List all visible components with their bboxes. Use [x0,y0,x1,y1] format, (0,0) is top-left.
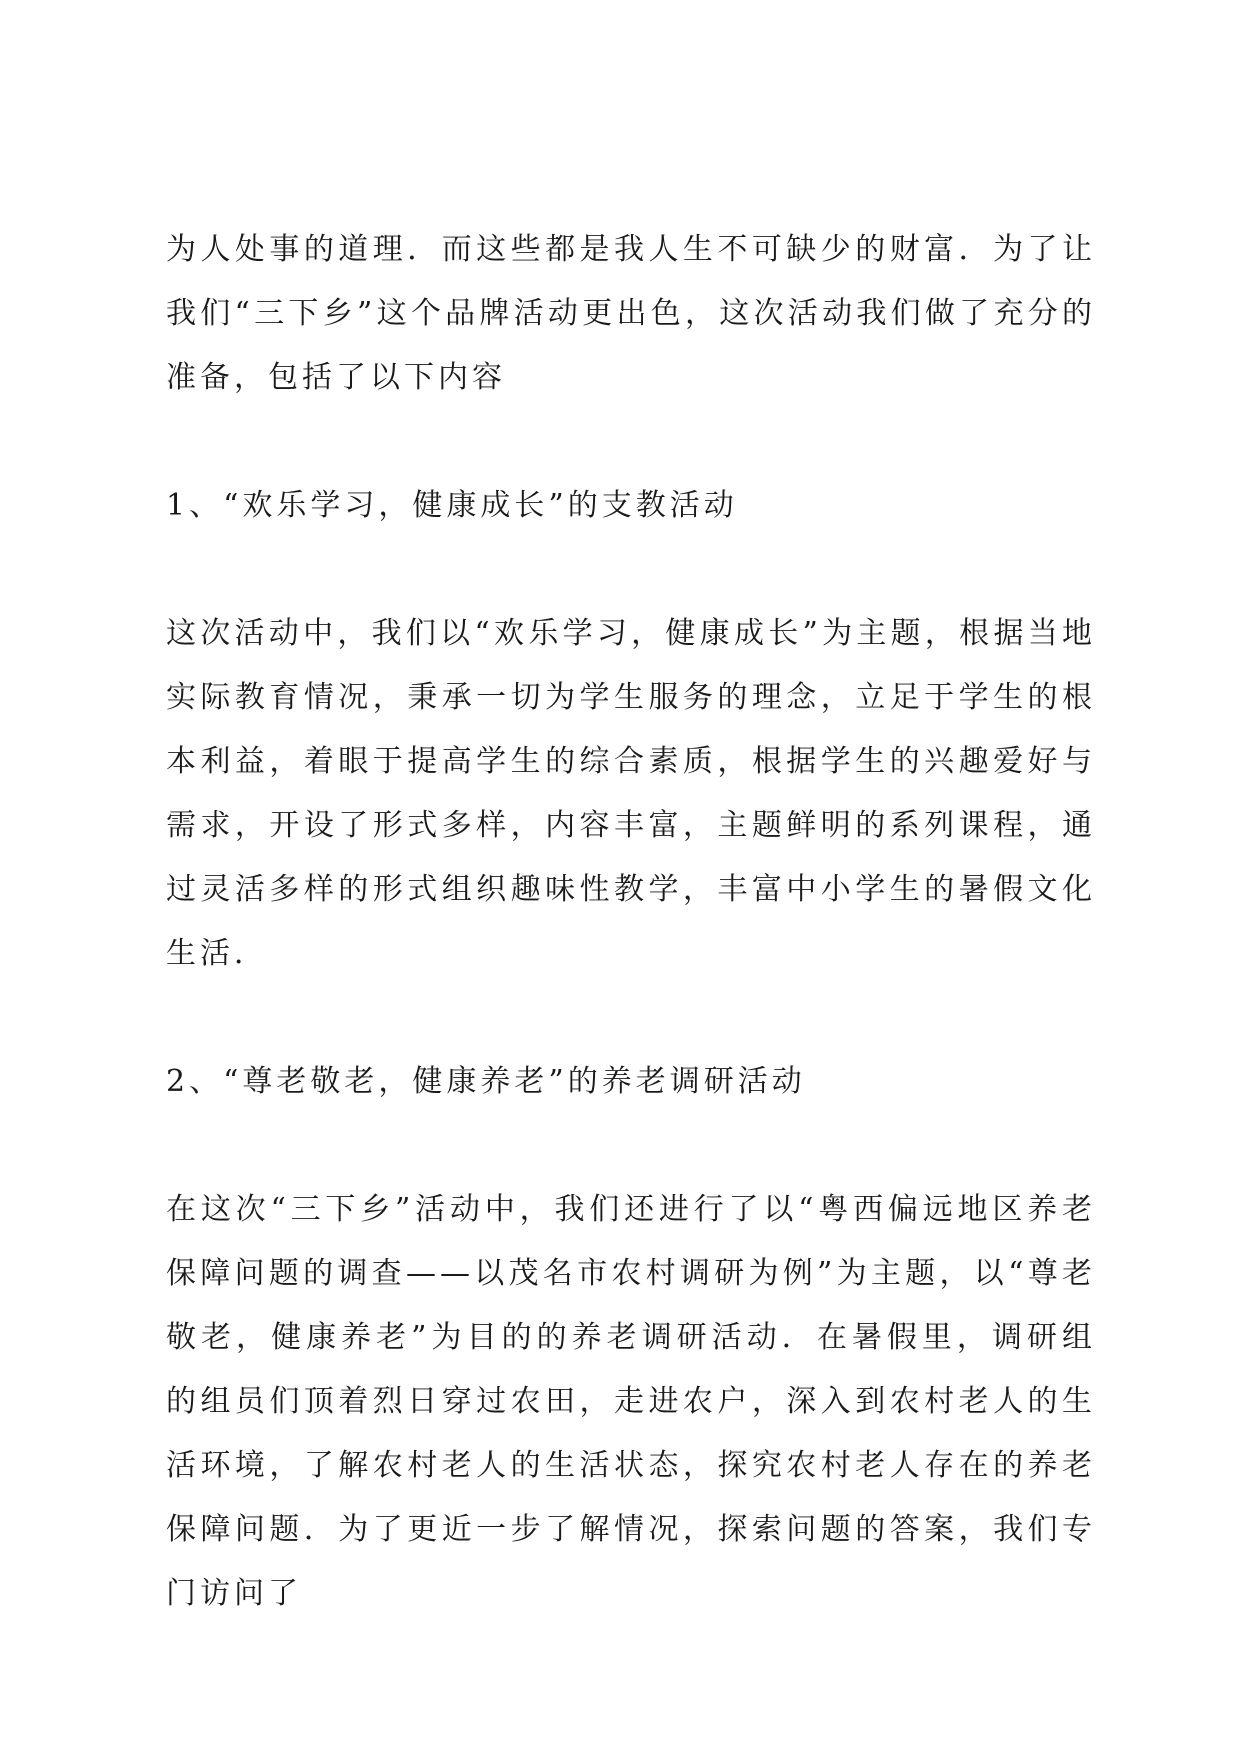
paragraph-spacer [166,538,1096,602]
paragraph-teaching: 这次活动中，我们以“欢乐学习，健康成长”为主题，根据当地实际教育情况，秉承一切为学生服务的理念，立足于学生的根本利益，着眼于提高学生的综合素质，根据学生的兴趣爱好与需求，开设了形式多样，内容丰富，主题鲜明的系列课程，通过灵活多样的形式组织趣味性教学，丰富中小学生的暑假文化生活． [166,616,1096,971]
paragraph-spacer [166,410,1096,474]
document-body [166,218,1096,1626]
section-heading-1: 1、“欢乐学习，健康成长”的支教活动 [166,488,738,523]
paragraph-elderly-research: 在这次“三下乡”活动中，我们还进行了以“粤西偏远地区养老保障问题的调查——以茂名市农村调研为例”为主题，以“尊老敬老，健康养老”为目的的养老调研活动．在暑假里，调研组的组员们顶着烈日穿过农田，走进农户，深入到农村老人的生活环境，了解农村老人的生活状态，探究农村老人存在的养老保障问题．为了更近一步了解情况，探索问题的答案，我们专门访问了 [166,1192,1096,1611]
paragraph-intro: 为人处事的道理．而这些都是我人生不可缺少的财富．为了让我们“三下乡”这个品牌活动更出色，这次活动我们做了充分的准备，包括了以下内容 [166,232,1096,395]
section-heading-2: 2、“尊老敬老，健康养老”的养老调研活动 [166,1064,806,1099]
paragraph-spacer [166,1114,1096,1178]
paragraph-spacer [166,986,1096,1050]
